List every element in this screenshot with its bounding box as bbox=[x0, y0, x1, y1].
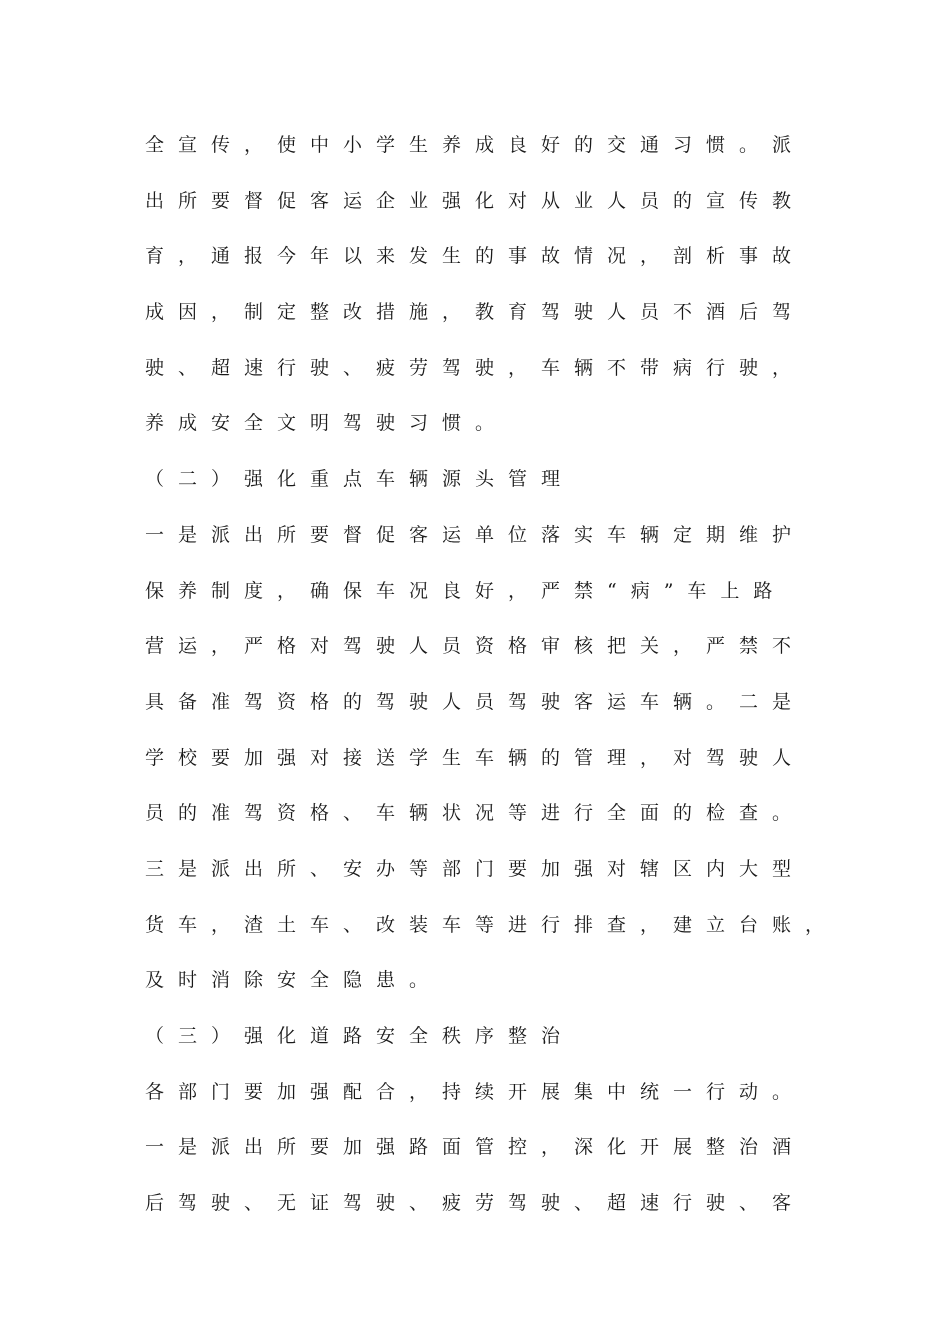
text-line: 后驾驶、无证驾驶、疲劳驾驶、超速行驶、客 bbox=[145, 1192, 806, 1215]
text-line: 员的准驾资格、车辆状况等进行全面的检查。 bbox=[145, 802, 806, 825]
text-line: 货车，渣土车、改装车等进行排查，建立台账， bbox=[145, 913, 839, 936]
text-line: 出所要督促客运企业强化对从业人员的宣传教 bbox=[145, 189, 806, 212]
document-body bbox=[145, 128, 845, 1242]
text-line: 具备准驾资格的驾驶人员驾驶客运车辆。二是 bbox=[145, 690, 806, 713]
text-line: 育，通报今年以来发生的事故情况，剖析事故 bbox=[145, 245, 806, 268]
section-heading: （二）强化重点车辆源头管理 bbox=[145, 468, 575, 491]
text-line: 各部门要加强配合，持续开展集中统一行动。 bbox=[145, 1080, 806, 1103]
text-line: 成因，制定整改措施，教育驾驶人员不酒后驾 bbox=[145, 301, 806, 324]
section-heading: （三）强化道路安全秩序整治 bbox=[145, 1025, 575, 1047]
text-line: 学校要加强对接送学生车辆的管理，对驾驶人 bbox=[145, 746, 806, 769]
text-line: 及时消除安全隐患。 bbox=[145, 969, 443, 992]
text-line: 全宣传，使中小学生养成良好的交通习惯。派 bbox=[145, 134, 806, 156]
text-line: 养成安全文明驾驶习惯。 bbox=[145, 412, 509, 435]
text-line: 一是派出所要督促客运单位落实车辆定期维护 bbox=[145, 523, 806, 546]
text-line: 三是派出所、安办等部门要加强对辖区内大型 bbox=[145, 857, 806, 880]
text-line: 营运，严格对驾驶人员资格审核把关，严禁不 bbox=[145, 635, 806, 658]
text-line: 保养制度，确保车况良好，严禁“病”车上路 bbox=[145, 579, 787, 602]
text-line: 驶、超速行驶、疲劳驾驶，车辆不带病行驶， bbox=[145, 356, 806, 379]
text-line: 一是派出所要加强路面管控，深化开展整治酒 bbox=[145, 1136, 806, 1159]
